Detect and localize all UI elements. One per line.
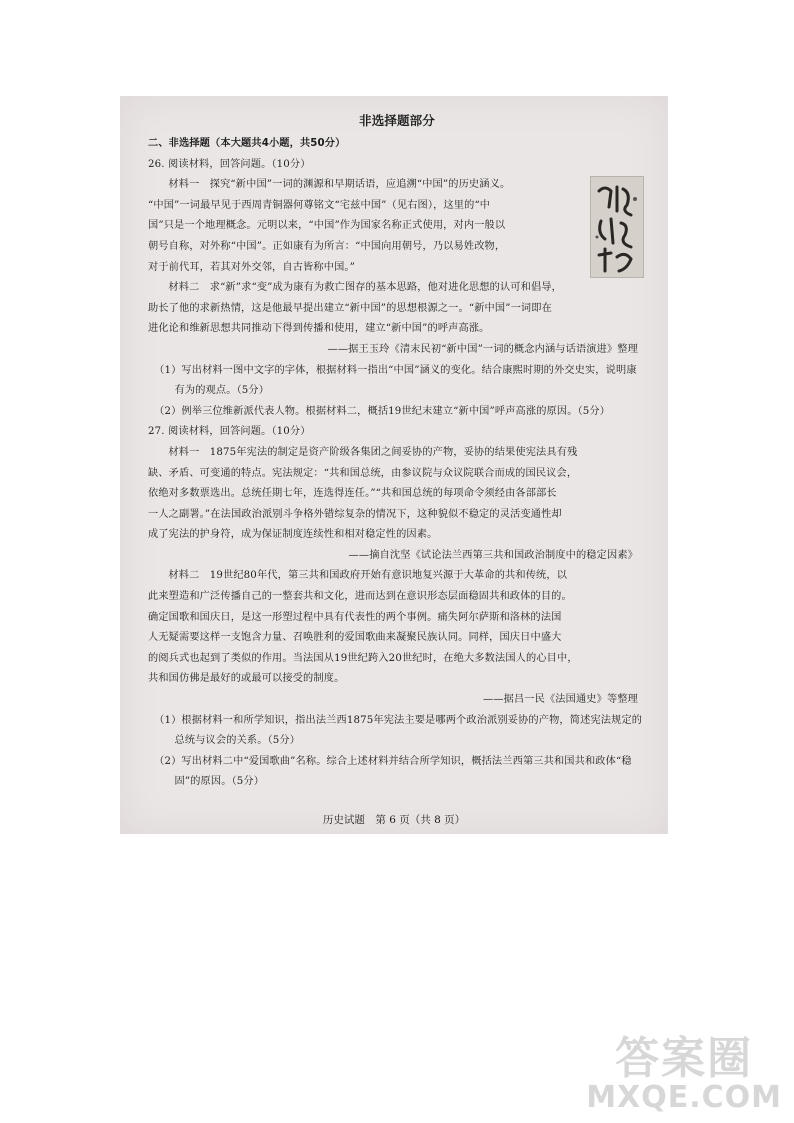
- q27-source-2: ——据吕一民《法国通史》等整理: [482, 694, 638, 706]
- q27-m1-line: 一人之副署。”在法国政治派别斗争格外错综复杂的情况下，这种貌似不稳定的灵活变通性却: [148, 508, 562, 520]
- q26-material-2: [148, 278, 646, 340]
- watermark-cn: 答案圈: [615, 1033, 754, 1084]
- q26-sub-question-1: （1）写出材料一图中文字的字体，根据材料一指出“中国”涵义的变化。结合康熙时期的外交史实，说明康有为的观点。（5分）: [154, 364, 637, 397]
- section-heading: 二、非选择题（本大题共4小题，共50分）: [148, 138, 346, 149]
- q26-m1-line: 材料一 探究“新中国”一词的渊源和早期话语，应追溯“中国”的历史涵义。: [168, 179, 511, 191]
- exam-page-content: [148, 110, 646, 793]
- q26-stem: 26. 阅读材料，回答问题。（10分）: [148, 158, 311, 170]
- q27-m1-line: 材料一 1875年宪法的制定是资产阶级各集团之间妥协的产物，妥协的结果使宪法具有残: [168, 446, 578, 458]
- page-footer: 历史试题 第 6 页（共 8 页）: [322, 814, 466, 826]
- page-title: 非选择题部分: [359, 113, 435, 128]
- q27-material-2: [148, 566, 646, 690]
- q26-material-1: [148, 175, 646, 278]
- q26-m2-line: 进化论和维新思想共同推动下得到传播和使用，建立“新中国”的呼声高涨。: [148, 323, 490, 335]
- q26-sub-question-2: （2）例举三位维新派代表人物。根据材料二，概括19世纪末建立“新中国”呼声高涨的原因。（5分）: [154, 405, 611, 417]
- q26-m1-line: 朝号自称，对外称“中国”。正如康有为所言：“中国向用朝号，乃以易姓改物，: [148, 240, 506, 252]
- watermark-logo: [586, 1033, 782, 1115]
- q26-source: ——据王玉玲《清末民初“新中国”一词的概念内涵与话语演进》整理: [327, 343, 638, 355]
- q27-m2-line: 材料二 19世纪80年代，第三共和国政府开始有意识地复兴源于大革命的共和传统，以: [168, 570, 568, 582]
- q27-stem: 27. 阅读材料，回答问题。（10分）: [148, 426, 311, 438]
- q26-m1-line: 对于前代耳，若其对外交邻，自古皆称中国。”: [148, 261, 356, 273]
- q27-source-1: ——摘自沈坚《试论法兰西第三共和国政治制度中的稳定因素》: [348, 549, 638, 561]
- q27-sub-question-1: （1）根据材料一和所学知识，指出法兰西1875年宪法主要是哪两个政治派别妥协的产物，简述宪法规定的总统与议会的关系。（5分）: [154, 714, 643, 747]
- q27-m2-line: 人无疑需要这样一支饱含力量、召唤胜利的爱国歌曲来凝聚民族认同。同样，国庆日中盛大: [148, 632, 562, 644]
- q26-m2-line: 助长了他的求新热情，这是他最早提出建立“新中国”的思想根源之一。“新中国”一词即在: [148, 302, 552, 314]
- q27-m1-line: 成了宪法的护身符，成为保证制度连续性和相对稳定性的因素。: [148, 529, 438, 541]
- q27-m2-line: 此来塑造和广泛传播自己的一整套共和文化，进而达到在意识形态层面稳固共和政体的目的。: [148, 591, 572, 603]
- q27-m1-line: 依绝对多数票选出。总统任期七年，连选得连任。”“共和国总统的每项命令须经由各部部长: [148, 488, 557, 500]
- q27-sub-question-2: （2）写出材料二中“爱国歌曲”名称。综合上述材料并结合所学知识，概括法兰西第三共和国共和政体“稳固”的原因。（5分）: [154, 755, 632, 788]
- q27-m2-line: 的阅兵式也起到了类似的作用。当法国从19世纪跨入20世纪时，在绝大多数法国人的心目中，: [148, 652, 578, 664]
- q26-m1-line: 国”只是一个地理概念。元明以来，“中国”作为国家名称正式使用，对内一般以: [148, 220, 506, 232]
- q26-m2-line: 材料二 求“新”求“变”成为康有为救亡图存的基本思路，他对进化思想的认可和倡导，: [168, 282, 562, 294]
- q27-material-1: [148, 443, 646, 546]
- q27-m2-line: 确定国歌和国庆日，是这一形塑过程中具有代表性的两个事例。痛失阿尔萨斯和洛林的法国: [148, 611, 562, 623]
- q26-m1-line: “中国”一词最早见于西周青铜器何尊铭文“宅兹中国”（见右图），这里的“中: [148, 199, 491, 211]
- watermark-en: MXQE.COM: [586, 1080, 782, 1115]
- q27-m1-line: 缺、矛盾、可变通的特点。宪法规定：“共和国总统，由参议院与众议院联合而成的国民议会，: [148, 467, 578, 479]
- q27-m2-line: 共和国仿佛是最好的或最可以接受的制度。: [148, 673, 345, 685]
